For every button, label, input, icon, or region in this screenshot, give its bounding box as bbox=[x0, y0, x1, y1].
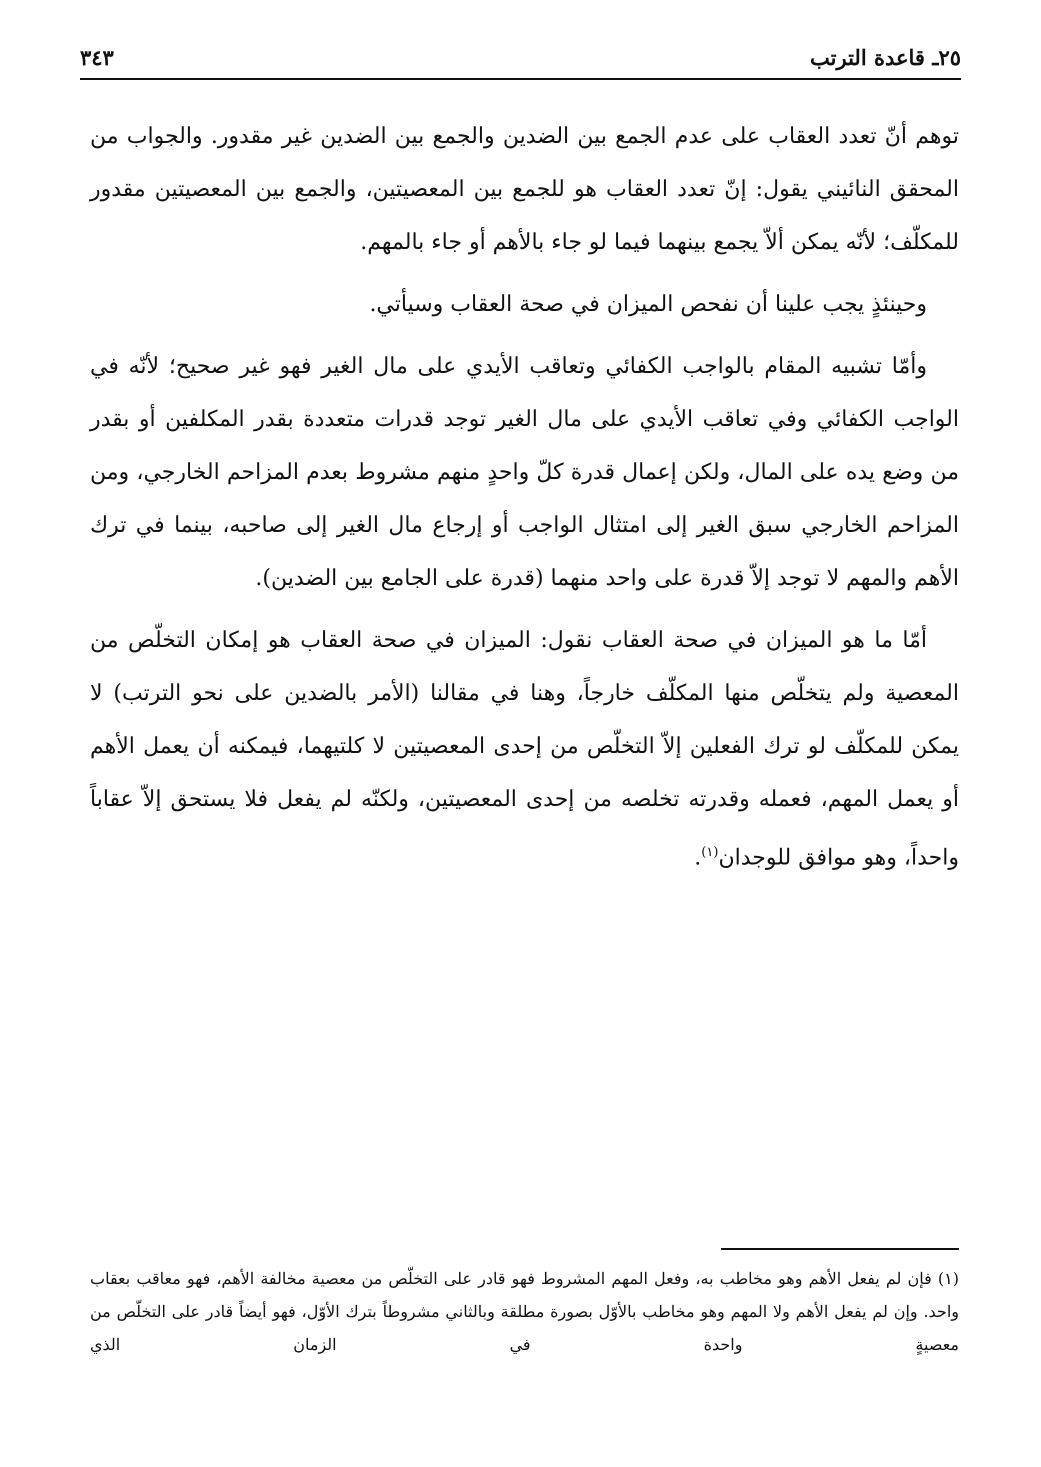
main-text bbox=[90, 110, 959, 893]
footnote-reference: (١) bbox=[701, 845, 719, 860]
footnote-divider bbox=[721, 1248, 959, 1250]
paragraph-4-text: أمّا ما هو الميزان في صحة العقاب نقول: الميزان في صحة العقاب هو إمكان التخلّص من المعصية ولم يتخلّص منها المكلّف خارجاً، وهنا في مقالنا (الأمر بالضدين على نحو الترتب) لا يمكن للمكلّف لو ترك الفعلين إلاّ التخلّص من إحدى المعصيتين لا كلتيهما، فيمكنه أن يعمل الأهم أو يعمل المهم، فعمله وقدرته تخلصه من إحدى المعصيتين، ولكنّه لم يفعل فلا يستحق إلاّ عقاباً واحداً، وهو موافق للوجدان bbox=[90, 628, 959, 871]
paragraph-3: وأمّا تشبيه المقام بالواجب الكفائي وتعاقب الأيدي على مال الغير فهو غير صحيح؛ لأنّه في الواجب الكفائي وفي تعاقب الأيدي على مال الغير توجد قدرات متعددة بقدر المكلفين أو بقدر من وضع يده على المال، ولكن إعمال قدرة كلّ واحدٍ منهم مشروط بعدم المزاحم الخارجي، ومن المزاحم الخارجي سبق الغير إلى امتثال الواجب أو إرجاع مال الغير إلى صاحبه، بينما في ترك الأهم والمهم لا توجد إلاّ قدرة على واحد منهما (قدرة على الجامع بين الضدين). bbox=[90, 354, 959, 591]
paragraph-4 bbox=[90, 614, 959, 884]
paragraph-1: توهم أنّ تعدد العقاب على عدم الجمع بين الضدين والجمع بين الضدين غير مقدور. والجواب من المحقق النائيني يقول: إنّ تعدد العقاب هو للجمع بين المعصيتين، والجمع بين المعصيتين مقدور للمكلّف؛ لأنّه يمكن ألاّ يجمع بينهما فيما لو جاء بالأهم أو جاء بالمهم. bbox=[90, 124, 959, 255]
paragraph-2: وحينئذٍ يجب علينا أن نفحص الميزان في صحة العقاب وسيأتي. bbox=[369, 292, 927, 317]
paragraph-4-end: . bbox=[694, 845, 702, 871]
chapter-title: ٢٥ـ قاعدة الترتب bbox=[810, 45, 961, 70]
page-header bbox=[80, 28, 961, 80]
footnote: (١) فإن لم يفعل الأهم وهو مخاطب به، وفعل المهم المشروط فهو قادر على التخلّص من معصية مخالفة الأهم، فهو معاقب بعقاب واحد. وإن لم يفعل الأهم ولا المهم وهو مخاطب بالأوّل بصورة مطلقة وبالثاني مشروطاً بترك الأوّل، فهو أيضاً قادر على التخلّص من معصيةٍ واحدة في الزمان الذي bbox=[90, 1269, 960, 1354]
page-number: ٣٤٣ bbox=[80, 45, 114, 70]
